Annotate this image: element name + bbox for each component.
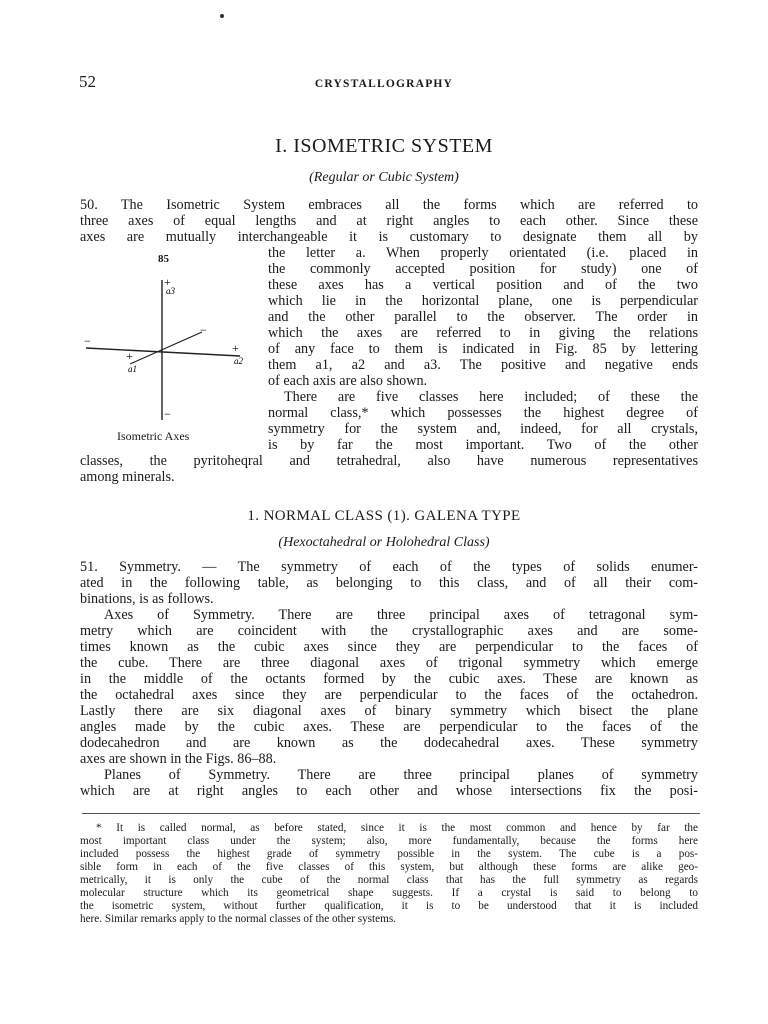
text-line: binations, is as follows.	[80, 591, 214, 607]
text-line: these axes has a vertical position and of the two	[268, 277, 698, 293]
text-line: Lastly there are six diagonal axes of binary symmetry which bisect the plane	[80, 703, 698, 719]
a3-minus-label: −	[164, 407, 171, 421]
a3-plus-label: +	[164, 275, 171, 289]
text-line: dodecahedron and are known as the dodecahedral axes. These symmetry	[80, 735, 698, 751]
text-line: which the axes are referred to in giving the relations	[268, 325, 698, 341]
text-line: axes are shown in the Figs. 86–88.	[80, 751, 277, 767]
text-line: ated in the following table, as belonging to this class, and of all their com-	[80, 575, 698, 591]
text-line: classes, the pyritoheqral and tetrahedral, also have numerous representatives	[80, 453, 698, 469]
section-subtitle: (Regular or Cubic System)	[309, 170, 459, 185]
a1-plus-label: +	[126, 349, 133, 363]
footnote-line: sible form in each of the five classes of this system, but although these forms are alike geo-	[80, 861, 698, 873]
figure-number: 85	[158, 253, 169, 265]
a2-minus-label: −	[84, 334, 91, 348]
text-line: in the middle of the octants formed by the cubic axes. These are known as	[80, 671, 698, 687]
text-line: them a1, a2 and a3. The positive and negative ends	[268, 357, 698, 373]
text-line: Axes of Symmetry. There are three principal axes of tetragonal sym-	[104, 607, 698, 623]
text-line: There are five classes here included; of these the	[284, 389, 698, 405]
a2-label: a2	[234, 356, 243, 366]
text-line: the commonly accepted position for study) one of	[268, 261, 698, 277]
a3-label: a3	[166, 286, 175, 296]
text-line: which are at right angles to each other and whose intersections fix the posi-	[80, 783, 698, 799]
footnote-line: included possess the highest grade of symmetry possible in the system. The cube is a pos-	[80, 848, 698, 860]
footnote-line: most important class under the system; also, more fundamentally, because the forms here	[80, 835, 698, 847]
text-line: and the other parallel to the observer. The order in	[268, 309, 698, 325]
text-line: among minerals.	[80, 469, 175, 485]
text-line: Planes of Symmetry. There are three principal planes of symmetry	[104, 767, 698, 783]
text-line: the cube. There are three diagonal axes of trigonal symmetry which emerge	[80, 655, 698, 671]
a2-plus-label: +	[232, 341, 239, 355]
text-line: three axes of equal lengths and at right angles to each other. Since these	[80, 213, 698, 229]
footnote-line: molecular structure which its geometrical shape suggests. If a crystal is said to belong to	[80, 887, 698, 899]
subsection-subtitle: (Hexoctahedral or Holohedral Class)	[278, 535, 490, 550]
text-line: of each axis are also shown.	[268, 373, 428, 389]
text-line: 51. Symmetry. — The symmetry of each of the types of solids enumer-	[80, 559, 698, 575]
page-number: 52	[79, 72, 96, 91]
a1-label: a1	[128, 364, 137, 374]
isometric-axes-diagram	[80, 268, 260, 428]
text-line: the octahedral axes since they are perpendicular to the faces of the octahedron.	[80, 687, 698, 703]
footnote-line: the isometric system, without further qualification, it is to be understood that it is included	[80, 900, 698, 912]
text-line: which lie in the horizontal plane, one is perpendicular	[268, 293, 698, 309]
text-line: axes are mutually interchangeable it is customary to designate them all by	[80, 229, 698, 245]
running-header: CRYSTALLOGRAPHY	[314, 78, 454, 90]
subsection-title: 1. NORMAL CLASS (1). GALENA TYPE	[247, 508, 521, 524]
text-line: normal class,* which possesses the highest degree of	[268, 405, 698, 421]
axis-a1	[130, 332, 202, 364]
text-line: is by far the most important. Two of the other	[268, 437, 698, 453]
footnote-divider	[82, 813, 700, 814]
text-line: metry which are coincident with the crystallographic axes and are some-	[80, 623, 698, 639]
text-line: 50. The Isometric System embraces all the forms which are referred to	[80, 197, 698, 213]
text-line: of any face to them is indicated in Fig. 85 by lettering	[268, 341, 698, 357]
text-line: angles made by the cubic axes. These are perpendicular to the faces of the	[80, 719, 698, 735]
footnote-line: * It is called normal, as before stated, since it is the most common and hence by far the	[96, 822, 698, 834]
figure-caption: Isometric Axes	[117, 429, 190, 443]
ink-speck	[220, 14, 224, 18]
text-line: the letter a. When properly orientated (i.e. placed in	[268, 245, 698, 261]
text-line: symmetry for the system and, indeed, for all crystals,	[268, 421, 698, 437]
footnote-line: metrically, it is only the cube of the normal class that has the full symmetry as regards	[80, 874, 698, 886]
section-title: I. ISOMETRIC SYSTEM	[275, 135, 493, 157]
footnote-line: here. Similar remarks apply to the normal classes of the other systems.	[80, 913, 396, 925]
text-line: times known as the cubic axes since they are perpendicular to the faces of	[80, 639, 698, 655]
a1-minus-label: −	[200, 323, 207, 337]
